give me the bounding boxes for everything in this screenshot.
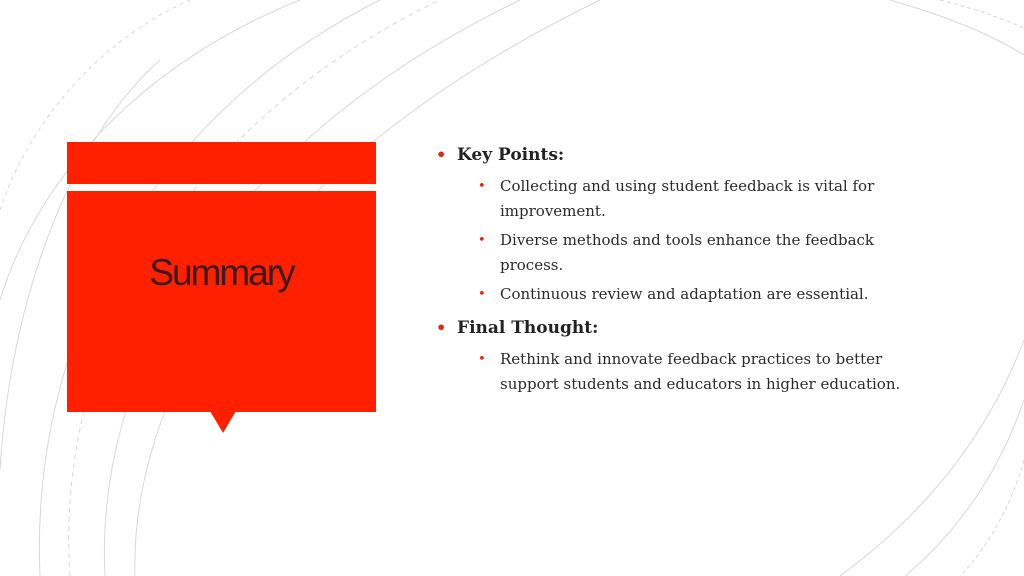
title-panel bbox=[67, 191, 376, 412]
title-panel-pointer bbox=[210, 411, 236, 433]
list-item: • Rethink and innovate feedback practices to better support students and educators in higher education. bbox=[478, 347, 920, 397]
bullet-icon: • bbox=[436, 318, 447, 337]
bullet-icon: • bbox=[436, 145, 447, 164]
bullet-icon: • bbox=[478, 352, 486, 367]
list-item: • Continuous review and adaptation are essential. bbox=[478, 282, 920, 307]
title-accent-band bbox=[67, 142, 376, 184]
section-heading-final-thought: • Final Thought: bbox=[436, 315, 956, 341]
slide-title: Summary bbox=[149, 252, 294, 293]
bullet-icon: • bbox=[478, 287, 486, 302]
section-heading-key-points: • Key Points: bbox=[436, 142, 956, 168]
summary-content bbox=[436, 142, 956, 397]
list-item: • Diverse methods and tools enhance the feedback process. bbox=[478, 228, 920, 278]
bullet-icon: • bbox=[478, 233, 486, 248]
bullet-icon: • bbox=[478, 179, 486, 194]
list-item: • Collecting and using student feedback is vital for improvement. bbox=[478, 174, 920, 224]
